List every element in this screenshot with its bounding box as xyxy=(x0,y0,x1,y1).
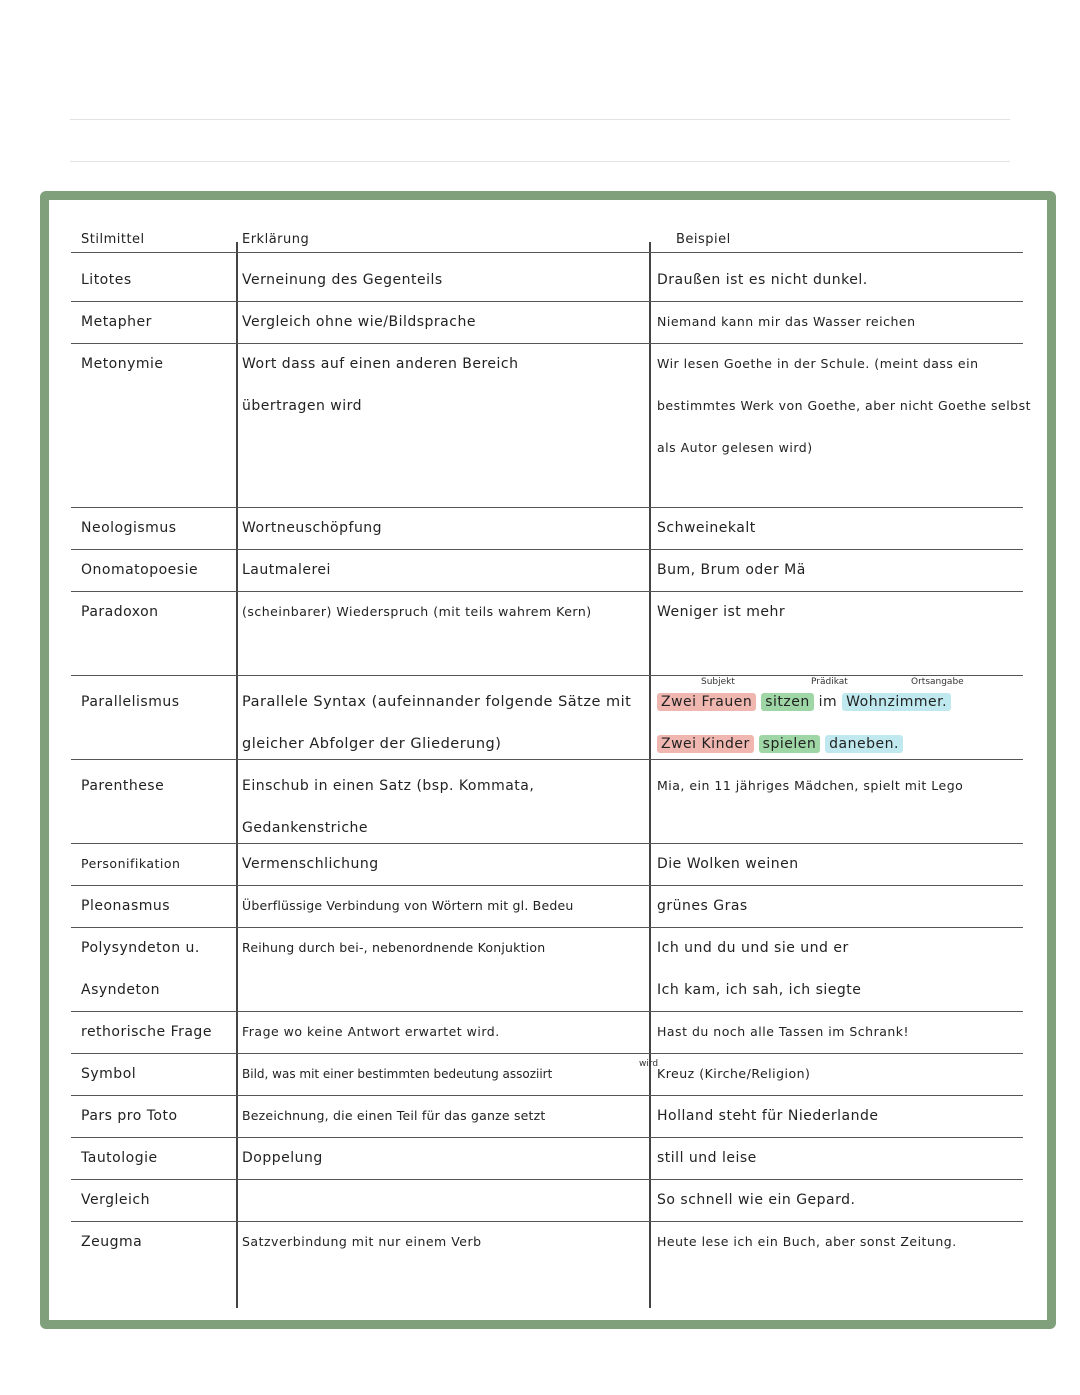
explanation: Parallele Syntax (aufeinnander folgende Sätze mit gleicher Abfolger der Gliederung) xyxy=(242,694,632,752)
annotation-place: Ortsangabe xyxy=(911,677,964,687)
example-word: im xyxy=(818,694,838,710)
annotation-wird: wird xyxy=(639,1059,659,1069)
explanation: Wortneuschöpfung xyxy=(242,520,383,536)
table-row xyxy=(71,1053,1023,1096)
highlight-subject: Zwei Kinder xyxy=(657,735,754,753)
example-line-1 xyxy=(657,681,1027,723)
term: Parenthese xyxy=(81,778,165,794)
example: Kreuz (Kirche/Religion) xyxy=(657,1066,811,1081)
table-row xyxy=(71,969,1023,1012)
top-ruled-line xyxy=(70,119,1010,120)
term: Personifikation xyxy=(81,856,181,871)
table-row xyxy=(71,843,1023,886)
highlight-subject: Zwei Frauen xyxy=(657,693,756,711)
header-beispiel: Beispiel xyxy=(676,232,731,247)
example: Weniger ist mehr xyxy=(657,604,786,620)
example: So schnell wie ein Gepard. xyxy=(657,1192,856,1208)
term: Paradoxon xyxy=(81,604,159,620)
example: Mia, ein 11 jähriges Mädchen, spielt mit Lego xyxy=(657,778,964,793)
table-row xyxy=(71,885,1023,928)
term: Neologismus xyxy=(81,520,177,536)
term: Zeugma xyxy=(81,1234,143,1250)
table-row xyxy=(71,591,1023,676)
table-row xyxy=(71,1095,1023,1138)
example: Wir lesen Goethe in der Schule. (meint dass ein bestimmtes Werk von Goethe, aber nicht Goethe selbst als Autor gelesen wird) xyxy=(657,356,1032,455)
explanation: (scheinbarer) Wiederspruch (mit teils wahrem Kern) xyxy=(242,604,592,619)
term: Vergleich xyxy=(81,1192,150,1208)
table-row xyxy=(71,759,1023,844)
explanation: Vermenschlichung xyxy=(242,856,379,872)
term: Metonymie xyxy=(81,356,164,372)
example: still und leise xyxy=(657,1150,757,1166)
highlight-place: daneben. xyxy=(825,735,903,753)
example: Draußen ist es nicht dunkel. xyxy=(657,272,868,288)
explanation xyxy=(242,969,647,1011)
table-row xyxy=(71,259,1023,302)
highlight-place: Wohnzimmer. xyxy=(842,693,951,711)
term: Onomatopoesie xyxy=(81,562,199,578)
example: Niemand kann mir das Wasser reichen xyxy=(657,314,916,329)
header-erklaerung: Erklärung xyxy=(242,232,310,247)
term: Pars pro Toto xyxy=(81,1108,178,1124)
term: Pleonasmus xyxy=(81,898,171,914)
term: Tautologie xyxy=(81,1150,158,1166)
explanation: Frage wo keine Antwort erwartet wird. xyxy=(242,1024,500,1039)
table-row xyxy=(71,507,1023,550)
explanation: Einschub in einen Satz (bsp. Kommata, Gedankenstriche xyxy=(242,778,535,836)
example: grünes Gras xyxy=(657,898,748,914)
example: Ich kam, ich sah, ich siegte xyxy=(657,982,862,998)
example: Holland steht für Niederlande xyxy=(657,1108,879,1124)
explanation: Überflüssige Verbindung von Wörtern mit gl. Bedeu xyxy=(242,898,574,913)
example: Hast du noch alle Tassen im Schrank! xyxy=(657,1024,910,1039)
table-header xyxy=(71,230,1023,253)
explanation: Wort dass auf einen anderen Bereich übertragen wird xyxy=(242,356,519,414)
example: Heute lese ich ein Buch, aber sonst Zeitung. xyxy=(657,1234,957,1249)
term: Metapher xyxy=(81,314,152,330)
explanation xyxy=(242,1179,647,1221)
example: Schweinekalt xyxy=(657,520,756,536)
table-row xyxy=(71,549,1023,592)
term: rethorische Frage xyxy=(81,1024,212,1040)
explanation: Bezeichnung, die einen Teil für das ganze setzt xyxy=(242,1108,546,1123)
highlight-predicate: sitzen xyxy=(761,693,814,711)
example: Die Wolken weinen xyxy=(657,856,799,872)
annotation-predicate: Prädikat xyxy=(811,677,848,687)
stilmittel-table xyxy=(49,200,1049,1320)
table-row xyxy=(71,1179,1023,1222)
table-row xyxy=(71,1011,1023,1054)
table-row xyxy=(71,1221,1023,1305)
table-row xyxy=(71,301,1023,344)
explanation: Lautmalerei xyxy=(242,562,331,578)
table-row xyxy=(71,1137,1023,1180)
top-ruled-line xyxy=(70,161,1010,162)
explanation: Reihung durch bei-, nebenordnende Konjuktion xyxy=(242,940,546,955)
table-row xyxy=(71,927,1023,969)
example: Ich und du und sie und er xyxy=(657,940,849,956)
explanation: Doppelung xyxy=(242,1150,323,1166)
explanation: Bild, was mit einer bestimmten bedeutung assoziirt xyxy=(242,1067,553,1081)
table-row xyxy=(71,343,1032,508)
explanation: Vergleich ohne wie/Bildsprache xyxy=(242,314,476,330)
explanation: Satzverbindung mit nur einem Verb xyxy=(242,1234,482,1249)
explanation: Verneinung des Gegenteils xyxy=(242,272,443,288)
term: Symbol xyxy=(81,1066,137,1082)
annotation-subject: Subjekt xyxy=(701,677,735,687)
highlight-predicate: spielen xyxy=(759,735,821,753)
header-stilmittel: Stilmittel xyxy=(81,232,145,247)
term: Parallelismus xyxy=(81,694,180,710)
table-row xyxy=(71,675,1023,760)
stilmittel-card xyxy=(40,191,1056,1329)
example: Bum, Brum oder Mä xyxy=(657,562,806,578)
term: Asyndeton xyxy=(81,982,160,998)
term: Litotes xyxy=(81,272,132,288)
term: Polysyndeton u. xyxy=(81,940,200,956)
